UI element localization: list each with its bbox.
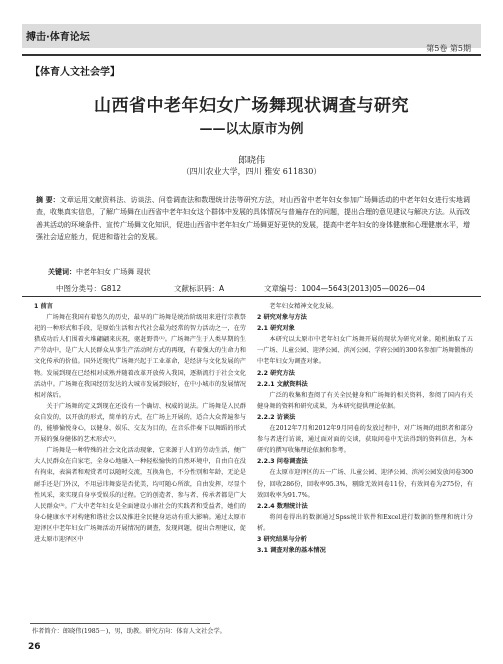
left-column xyxy=(34,301,246,545)
keywords xyxy=(48,267,150,277)
document-code: 文献标识码：A xyxy=(174,284,225,293)
journal-issue: 第5卷 第5期 xyxy=(426,44,471,53)
body-paragraph: 广场舞在我国有着悠久的历史，最早的广场舞是统治阶级用来进行宗教祭祀的一种形式和手段，是原始生活和古代社会最为经常的智力活动之一，在劳猎成功后人们围着火堆翩翩来庆祝，驱赶野兽⁽¹⁾。广场舞产生于人类早期的生产劳动中，是广大人民群众从事生产活动时方式的再现，有着强大的生命力和文化传承的价值。国外近现代广场舞兴起于工业革命，是经济与文化发展的产物。发展到现在已经相对成熟并随着改革开放传入我国，逐渐流行于社会文化活动中。广场舞在我国经历发达的大城市发展到较好，在中小城市的发展情况相对落后。 xyxy=(34,314,246,399)
author-name: 郎晓伟 xyxy=(237,156,265,166)
body-paragraph: 关于广场舞的定义到现在还没有一个确切、权威的说法。广场舞是人民群众自发的，以开放的形式，简单的方式，在广场上开展的，适合大众普遍参与的，能够愉悦身心，以健身、娱乐、交友为目的，在音乐伴奏下以舞蹈的形式开展的强身健体的艺术形式⁽²⁾。 xyxy=(34,402,246,444)
keywords-label: 关键词： xyxy=(48,268,76,276)
section-heading: 2 研究对象与方法 xyxy=(257,314,307,322)
section-heading: 2.2.2 访谈法 xyxy=(257,413,296,421)
keywords-text: 中老年妇女 广场舞 现状 xyxy=(76,268,151,276)
journal-header-band xyxy=(22,24,481,53)
section-label: 【体育人文社会学】 xyxy=(30,67,120,78)
body-paragraph: 老年妇女精神文化发展。 xyxy=(269,303,338,310)
abstract xyxy=(36,194,470,244)
header-rule xyxy=(22,54,481,56)
abstract-label: 摘 要： xyxy=(36,196,60,204)
author-footnote: 作者简介：郎晓伟(1985－)，男，助教。研究方向：体育人文社会学。 xyxy=(32,628,226,635)
page-number: 26 xyxy=(28,642,41,652)
body-paragraph: 广泛的收集和查阅了有关全民健身和广场舞的相关资料，参阅了国内有关健身舞的资料和研究成果，为本研究提供理论依据。 xyxy=(257,391,473,410)
journal-name: 搏击·体育论坛 xyxy=(26,32,90,43)
section-heading: 2.2.3 问卷调查法 xyxy=(257,458,308,466)
right-column xyxy=(257,301,473,556)
section-heading: 3.1 调查对象的基本情况 xyxy=(257,547,326,555)
section-heading: 2.1 研究对象 xyxy=(257,325,295,333)
abstract-text: 文章运用文献资料法、访谈法、问卷调查法和数理统计法等研究方法，对山西省中老年妇女参加广场舞活动的中老年妇女进行实地调查，收集真实信息，了解广场舞在山西省中老年妇女这个群体中发展的具体情况与普遍存在的问题，提出合理的意见建议与解决方法。从而改善其活动的环境条件、宣传广场舞文化知识，促进山西省中老年妇女广场舞更好更快的发展，提高中老年妇女的身体健康和心理健康水平，增强社会适应能力，促进和谐社会的发展。 xyxy=(36,196,471,242)
section-heading: 2.2.1 文献资料法 xyxy=(257,380,308,388)
body-paragraph: 将问卷得出的数据通过Spss统计软件和Excel进行数据的整理和统计分析。 xyxy=(257,513,473,532)
body-paragraph: 在太原市迎泽区的五一广场、儿童公园、迎泽公园、滨河公园发放问卷300份，回收286份，回收率95.3%，剔除无效问卷11份，有效问卷为275份，有效回收率为91.7%。 xyxy=(257,469,474,499)
article-subtitle: ——以太原市为例 xyxy=(199,122,304,137)
footnote-rule xyxy=(30,623,210,624)
section-heading: 1 前言 xyxy=(34,303,53,310)
article-title: 山西省中老年妇女广场舞现状调查与研究 xyxy=(94,96,409,116)
clc-number: 中图分类号：G812 xyxy=(56,284,122,293)
body-rule xyxy=(22,296,481,297)
section-heading: 2.2.4 数理统计法 xyxy=(257,502,308,510)
body-paragraph: 在2012年7月和2012年9月同卷的发放过程中，对广场舞的组织者和部分参与者进行访谈，通过面对面的交谈，获取问卷中无法得到的资料信息，为本研究的撰写收集理论依据和参考。 xyxy=(257,425,473,455)
body-paragraph: 广场舞是一种特殊的社会文化活动现象，它来源于人们的劳动生活，便广大人民群众在自家宅，全身心地融入一种轻松愉快的自然环境中，自由自在没有拘束，表演者和观赏者可以随时交流，互换角色，不分性别和年龄，无论是耐手还是门外汉，不用忌讳舞姿是否优美，均可随心所欲，自由发挥，尽显个性风采，来实现自身享受娱乐的过程。它的创造者、参与者、传承者都是广大人民群众⁽³⁾。广大中老年妇女是全面建设小康社会的实践者和受益者，她们的身心健康水平对构建和谐社会以及推进全民健身运动有重大影响。通过太原市迎泽区中老年妇女广场舞活动开展情况的调查，发现问题，提出合理建议，促进太原市迎泽区中 xyxy=(34,447,246,543)
section-heading: 2.2 研究方法 xyxy=(257,369,295,377)
section-heading: 3 研究结果与分析 xyxy=(257,535,307,543)
article-number: 文章编号：1004—5643(2013)05—0026—04 xyxy=(264,284,426,293)
body-paragraph: 本研究以太原市中老年妇女广场舞开展的现状为研究对象。随机抽取了五一广场、儿童公园、迎泽公园、滨河公园、学府公园的300名参加广场舞锻炼的中老年妇女为调查对象。 xyxy=(257,336,473,366)
author-affiliation: （四川农业大学，四川 雅安 611830） xyxy=(181,167,322,176)
